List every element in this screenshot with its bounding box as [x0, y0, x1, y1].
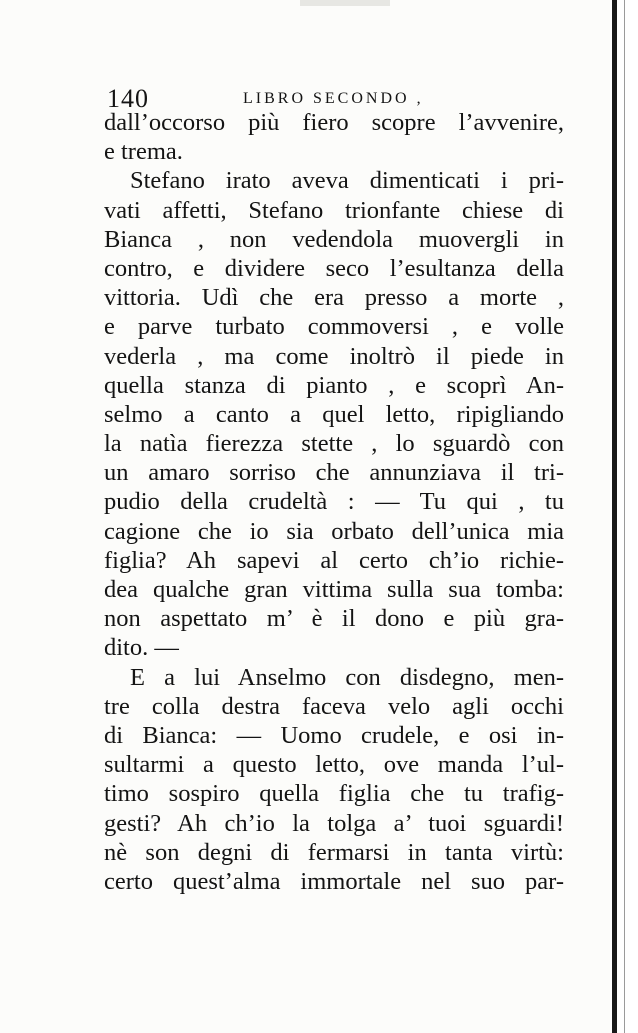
text-line: vittoria. Udì che era presso a morte ,	[104, 284, 564, 312]
text-line: Bianca , non vedendola muovergli in	[104, 225, 564, 253]
scan-smudge	[300, 0, 390, 6]
binding-edge-shadow	[624, 0, 625, 1033]
text-line: nè son degni di fermarsi in tanta virtù:	[104, 838, 564, 866]
text-line: figlia? Ah sapevi al certo ch’io richie-	[104, 546, 564, 574]
paragraph	[104, 108, 564, 166]
text-line: un amaro sorriso che annunziava il tri-	[104, 459, 564, 487]
text-line: cagione che io sia orbato dell’unica mia	[104, 517, 564, 545]
text-line: di Bianca: — Uomo crudele, e osi in-	[104, 721, 564, 749]
text-line: sultarmi a questo letto, ove manda l’ul-	[104, 751, 564, 779]
text-line: pudio della crudeltà : — Tu qui , tu	[104, 488, 564, 516]
text-line: vederla , ma come inoltrò il piede in	[104, 342, 564, 370]
text-line: dito. —	[104, 634, 179, 662]
running-head: LIBRO SECONDO ,	[243, 90, 424, 107]
text-line: la natìa fierezza stette , lo sguardò con	[104, 430, 564, 458]
text-line: Stefano irato aveva dimenticati i pri-	[130, 167, 564, 195]
text-line: dall’occorso più fiero scopre l’avvenire,	[104, 109, 564, 136]
text-line: gesti? Ah ch’io la tolga a’ tuoi sguardi!	[104, 809, 564, 837]
text-line: E a lui Anselmo con disdegno, men-	[130, 663, 564, 691]
body-text	[104, 108, 564, 896]
text-line: e parve turbato commoversi , e volle	[104, 313, 564, 341]
text-line: e trema.	[104, 138, 183, 166]
binding-edge	[612, 0, 617, 1033]
text-line: quella stanza di pianto , e scoprì An-	[104, 371, 564, 399]
text-line: certo quest’alma immortale nel suo par-	[104, 867, 564, 895]
text-line: vati affetti, Stefano trionfante chiese di	[104, 196, 564, 224]
text-line: dea qualche gran vittima sulla sua tomba:	[104, 576, 564, 603]
paragraph	[104, 166, 564, 662]
paragraph	[104, 663, 564, 897]
text-line: selmo a canto a quel letto, ripigliando	[104, 400, 564, 428]
text-line: timo sospiro quella figlia che tu trafig-	[104, 780, 564, 808]
text-line: contro, e dividere seco l’esultanza della	[104, 254, 564, 282]
text-line: tre colla destra faceva velo agli occhi	[104, 692, 564, 720]
text-line: non aspettato m’ è il dono e più gra-	[104, 605, 564, 633]
page-number: 140	[107, 84, 149, 113]
